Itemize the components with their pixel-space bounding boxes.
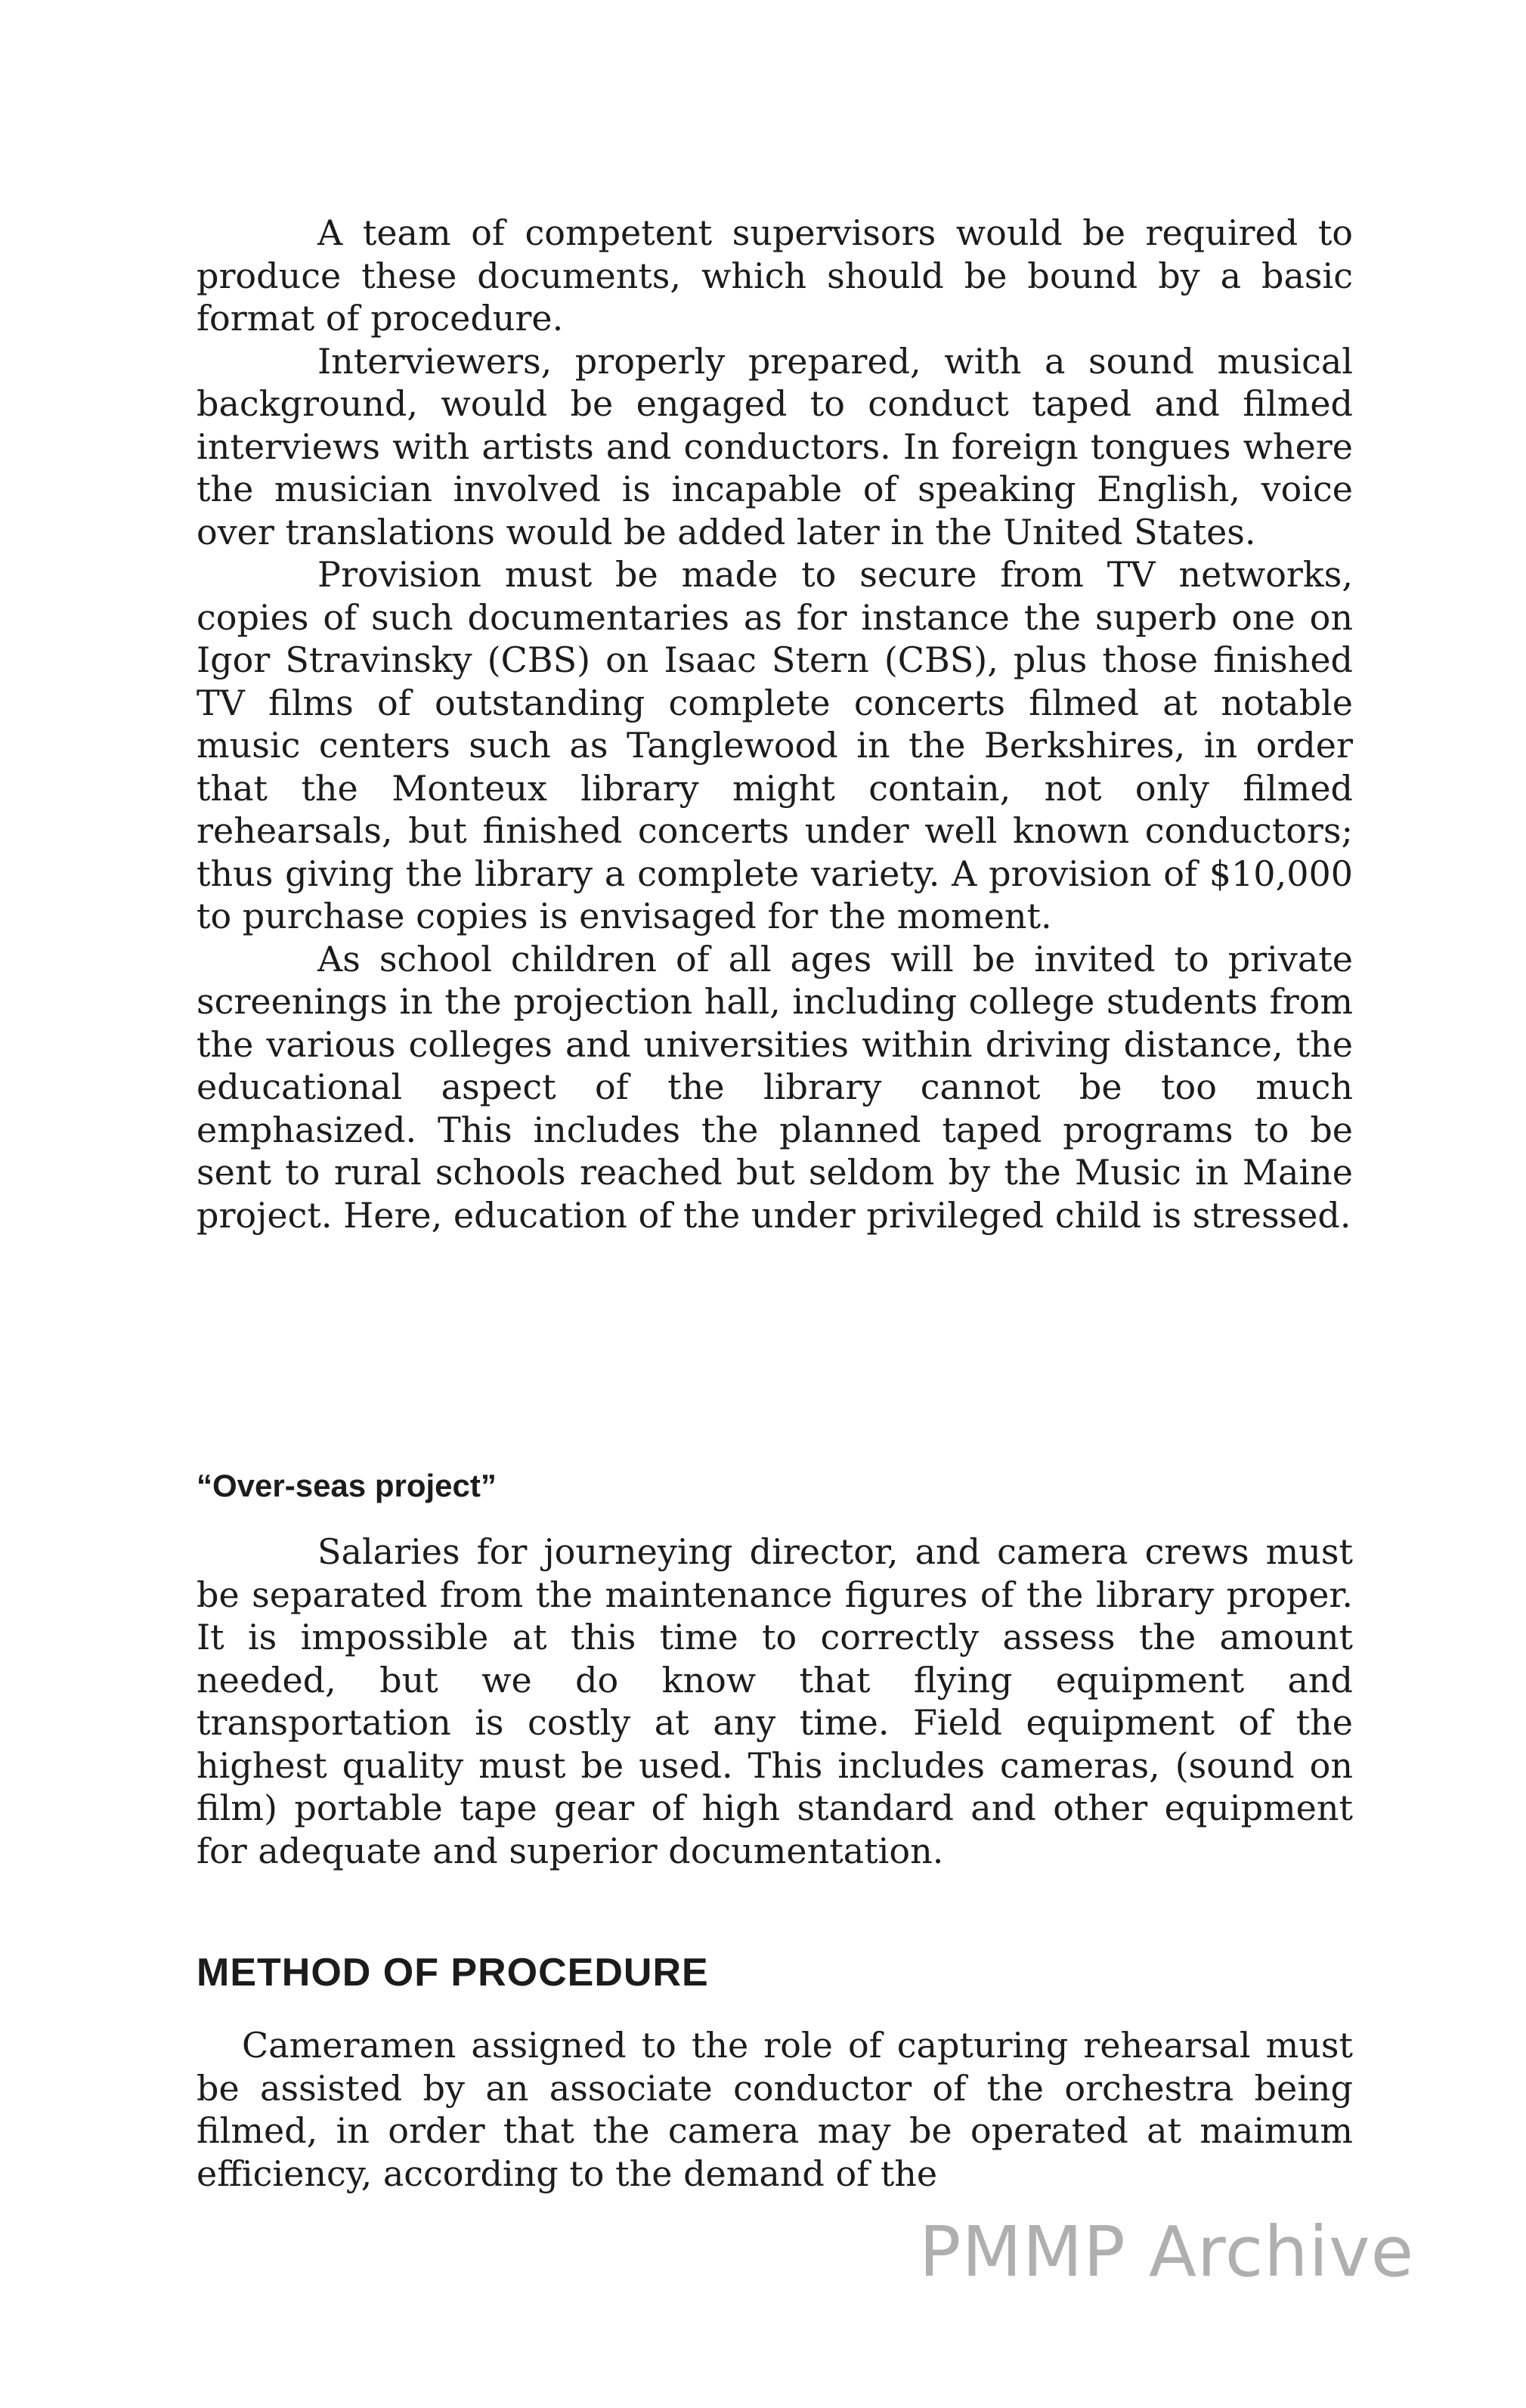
paragraph-supervisors: A team of competent supervisors would be required to produce these documents, which should be bound by a basic format of procedure.	[197, 212, 1353, 339]
body-text-section	[197, 212, 1353, 1236]
paragraph-method: Cameramen assigned to the role of capturing rehearsal must be assisted by an associate conductor of the orchestra being filmed, in order that the camera may be operated at maimum efficiency, according to the demand of the	[197, 2025, 1353, 2194]
method-heading: METHOD OF PROCEDURE	[197, 1951, 709, 1995]
paragraph-school-children: As school children of all ages will be invited to private screenings in the projection hall, including college students from the various colleges and universities within driving distance, the educational aspect of the library cannot be too much emphasized. This includes the planned taped programs to be sent to rural schools reached but seldom by the Music in Maine project. Here, education of the under privileged child is stressed.	[197, 938, 1353, 1236]
paragraph-provision: Provision must be made to secure from TV networks, copies of such documentaries as for instance the superb one on Igor Stravinsky (CBS) on Isaac Stern (CBS), plus those finished TV films of outstanding complete concerts filmed at notable music centers such as Tanglewood in the Berkshires, in order that the Monteux library might contain, not only filmed rehearsals, but finished concerts under well known conductors; thus giving the library a complete variety. A provision of $10,000 to purchase copies is envisaged for the moment.	[197, 554, 1353, 936]
paragraph-overseas: Salaries for journeying director, and camera crews must be separated from the maintenance figures of the library proper. It is impossible at this time to correctly assess the amount needed, but we do know that flying equipment and transportation is costly at any time. Field equipment of the highest quality must be used. This includes cameras, (sound on film) portable tape gear of high standard and other equipment for adequate and superior documentation.	[197, 1531, 1353, 1871]
paragraph-interviewers: Interviewers, properly prepared, with a sound musical background, would be engaged to conduct taped and filmed interviews with artists and conductors. In foreign tongues where the musician involved is incapable of speaking English, voice over translations would be added later in the United States.	[197, 340, 1353, 552]
method-section	[197, 2024, 1353, 2195]
overseas-heading: “Over-seas project”	[197, 1468, 497, 1503]
overseas-section	[197, 1531, 1353, 1872]
archive-watermark: PMMP Archive	[919, 2211, 1415, 2292]
